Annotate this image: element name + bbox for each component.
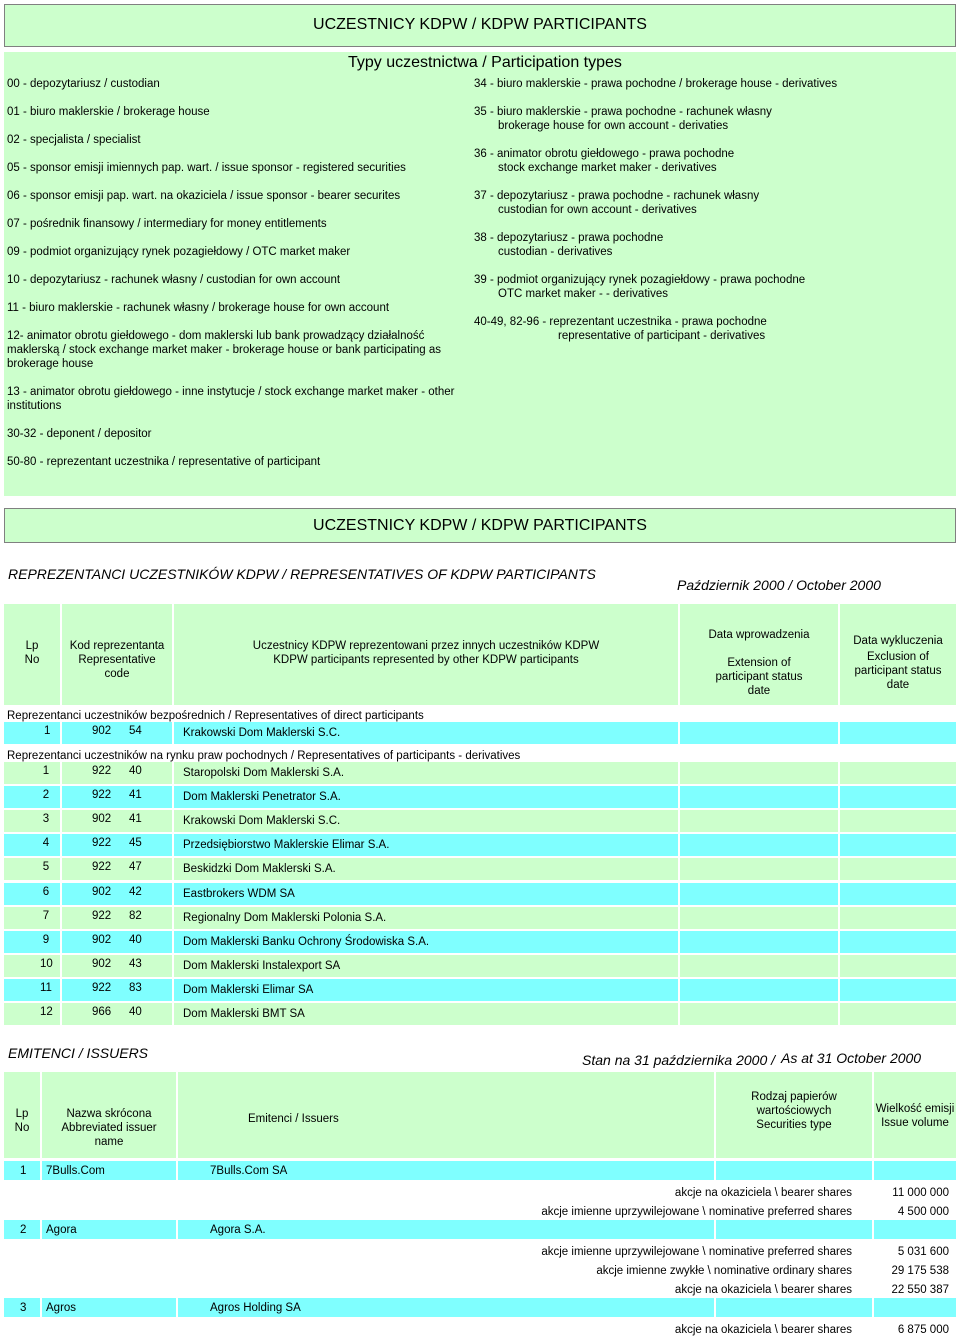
issuers-col-no-label: No bbox=[14, 1122, 30, 1134]
row-name: Przedsiębiorstwo Maklerskie Elimar S.A. bbox=[183, 839, 390, 852]
issuer-lp: 3 bbox=[20, 1302, 27, 1314]
issuers-col-issuers bbox=[178, 1072, 714, 1158]
col-no-label: No bbox=[24, 654, 40, 666]
col-code-label: Representative bbox=[78, 654, 156, 666]
row-lp: 4 bbox=[42, 837, 50, 850]
row-code-sub: 42 bbox=[129, 885, 142, 898]
page-header bbox=[4, 4, 956, 47]
issuer-row bbox=[4, 1161, 956, 1180]
security-row bbox=[4, 1261, 956, 1280]
security-type: akcje imienne uprzywilejowane \ nominative preferred shares bbox=[541, 1206, 852, 1218]
table-row bbox=[4, 931, 956, 953]
issuers-col-lp-label: Lp bbox=[15, 1108, 29, 1120]
col-header-extension bbox=[680, 604, 838, 705]
type-item-sub: OTC market maker - - derivatives bbox=[498, 288, 668, 300]
row-lp: 5 bbox=[42, 861, 50, 874]
issuer-lp: 1 bbox=[20, 1165, 27, 1177]
participation-types-panel bbox=[4, 52, 956, 496]
row-code-sub: 83 bbox=[129, 981, 142, 994]
col-header-code bbox=[62, 604, 172, 705]
row-code-sub: 40 bbox=[129, 933, 142, 946]
table-row bbox=[4, 810, 956, 832]
type-item-sub: brokerage house for own account - derivaties bbox=[498, 120, 729, 132]
table-row bbox=[4, 883, 956, 905]
issue-volume: 29 175 538 bbox=[891, 1265, 949, 1277]
issuer-row bbox=[4, 1220, 956, 1239]
type-item: 36 - animator obrotu giełdowego - prawa pochodne bbox=[474, 148, 735, 160]
col-extension-label: date bbox=[747, 685, 771, 697]
issuers-col-name bbox=[42, 1072, 176, 1158]
row-code: 902 bbox=[92, 725, 112, 737]
col-header-lp bbox=[4, 604, 60, 705]
issuer-full-name: Agora S.A. bbox=[210, 1224, 266, 1236]
issuers-col-type-label: Securities type bbox=[756, 1119, 832, 1131]
row-code: 922 bbox=[92, 981, 112, 994]
type-item-sub: custodian - derivatives bbox=[498, 246, 613, 258]
security-row bbox=[4, 1320, 956, 1339]
row-code-sub: 40 bbox=[129, 1006, 142, 1018]
issuers-col-lp bbox=[4, 1072, 40, 1158]
col-lp-label: Lp bbox=[25, 640, 39, 652]
table-row bbox=[4, 955, 956, 977]
type-item: 02 - specjalista / specialist bbox=[7, 134, 141, 146]
reps-date: Październik 2000 / October 2000 bbox=[677, 577, 881, 593]
issuers-col-volume-label: Wielkość emisji bbox=[875, 1103, 955, 1115]
type-item: 05 - sponsor emisji imiennych pap. wart. / issue sponsor - registered securities bbox=[7, 162, 406, 174]
row-code-sub: 54 bbox=[129, 725, 142, 737]
section-header-title: UCZESTNICY KDPW / KDPW PARTICIPANTS bbox=[313, 517, 647, 534]
row-code: 922 bbox=[92, 837, 112, 850]
row-lp: 3 bbox=[42, 813, 50, 826]
row-name: Dom Maklerski Elimar SA bbox=[183, 983, 314, 996]
type-item: 12- animator obrotu giełdowego - dom maklerski lub bank prowadzący działalność maklerską / stock exchange market maker - brokerage house or bank participating as brokerage house bbox=[7, 330, 442, 370]
issuer-short-name: Agora bbox=[46, 1224, 77, 1236]
issue-volume: 6 875 000 bbox=[897, 1324, 949, 1336]
security-type: akcje imienne zwykłe \ nominative ordinary shares bbox=[596, 1265, 852, 1277]
row-code: 902 bbox=[92, 885, 112, 898]
row-name: Beskidzki Dom Maklerski S.A. bbox=[183, 863, 336, 876]
security-row bbox=[4, 1242, 956, 1261]
row-code: 966 bbox=[92, 1006, 112, 1018]
type-item: 40-49, 82-96 - reprezentant uczestnika - prawa pochodne bbox=[474, 316, 767, 328]
row-code: 902 bbox=[92, 957, 112, 970]
table-row bbox=[4, 907, 956, 929]
type-item: 10 - depozytariusz - rachunek własny / custodian for own account bbox=[7, 274, 341, 286]
group-label: Reprezentanci uczestników na rynku praw pochodnych / Representatives of participants - derivatives bbox=[7, 750, 521, 762]
col-exclusion-label: date bbox=[886, 679, 910, 691]
row-name: Staropolski Dom Maklerski S.A. bbox=[183, 767, 345, 779]
row-lp: 1 bbox=[44, 725, 51, 737]
security-type: akcje imienne uprzywilejowane \ nominative preferred shares bbox=[541, 1246, 852, 1258]
type-item: 00 - depozytariusz / custodian bbox=[7, 78, 160, 90]
row-code-sub: 43 bbox=[129, 957, 142, 970]
security-row bbox=[4, 1183, 956, 1202]
type-item-sub: stock exchange market maker - derivatives bbox=[498, 162, 717, 174]
security-type: akcje na okaziciela \ bearer shares bbox=[674, 1284, 852, 1296]
issuers-col-issuers-label: Emitenci / Issuers bbox=[248, 1113, 339, 1125]
row-code-sub: 40 bbox=[129, 765, 142, 777]
col-code-label: code bbox=[104, 668, 130, 680]
row-name: Dom Maklerski Penetrator S.A. bbox=[183, 791, 341, 804]
type-item: 09 - podmiot organizujący rynek pozagiełdowy / OTC market maker bbox=[7, 246, 351, 258]
row-name: Krakowski Dom Maklerski S.C. bbox=[183, 815, 341, 828]
issue-volume: 11 000 000 bbox=[892, 1187, 949, 1199]
type-item: 50-80 - reprezentant uczestnika / representative of participant bbox=[7, 456, 321, 468]
type-item: 38 - depozytariusz - prawa pochodne bbox=[474, 232, 664, 244]
row-lp: 9 bbox=[42, 933, 50, 946]
row-name: Dom Maklerski BMT SA bbox=[183, 1008, 305, 1020]
issuers-col-volume bbox=[874, 1072, 956, 1158]
row-lp: 2 bbox=[42, 789, 50, 802]
issuers-title: EMITENCI / ISSUERS bbox=[8, 1045, 149, 1061]
issuers-col-volume-label: Issue volume bbox=[881, 1117, 949, 1129]
security-row bbox=[4, 1202, 956, 1221]
col-extension-label: participant status bbox=[715, 671, 803, 683]
row-code-sub: 41 bbox=[129, 789, 142, 802]
row-name: Dom Maklerski Banku Ochrony Środowiska S.A. bbox=[183, 935, 430, 948]
table-row bbox=[4, 786, 956, 808]
type-item: 06 - sponsor emisji pap. wart. na okaziciela / issue sponsor - bearer securites bbox=[7, 190, 401, 202]
row-code-sub: 82 bbox=[129, 909, 142, 922]
type-item: 34 - biuro maklerskie - prawa pochodne / brokerage house - derivatives bbox=[474, 78, 838, 90]
table-row bbox=[4, 979, 956, 1001]
row-code: 902 bbox=[92, 813, 112, 826]
table-row bbox=[4, 858, 956, 880]
type-item: 35 - biuro maklerskie - prawa pochodne - rachunek własny bbox=[474, 106, 772, 118]
row-code: 922 bbox=[92, 909, 112, 922]
participation-types-title: Typy uczestnictwa / Participation types bbox=[348, 54, 622, 71]
issuer-row bbox=[4, 1298, 956, 1317]
row-name: Regionalny Dom Maklerski Polonia S.A. bbox=[183, 911, 387, 924]
col-extension-label: Extension of bbox=[727, 657, 791, 669]
issuers-col-name-label: Abbreviated issuer bbox=[61, 1122, 157, 1134]
row-code: 922 bbox=[92, 789, 112, 802]
issuers-col-name-label: name bbox=[94, 1136, 124, 1148]
page-header-title: UCZESTNICY KDPW / KDPW PARTICIPANTS bbox=[313, 16, 647, 33]
type-item: 30-32 - deponent / depositor bbox=[7, 428, 152, 440]
col-exclusion-label: Exclusion of bbox=[866, 651, 929, 663]
table-row bbox=[4, 722, 956, 744]
col-participants-label: Uczestnicy KDPW reprezentowani przez innych uczestników KDPW bbox=[252, 640, 600, 652]
issuer-full-name: 7Bulls.Com SA bbox=[210, 1165, 288, 1177]
table-row bbox=[4, 762, 956, 784]
row-name: Eastbrokers WDM SA bbox=[183, 887, 295, 900]
security-row bbox=[4, 1280, 956, 1299]
col-exclusion-label: participant status bbox=[854, 665, 942, 677]
row-name: Dom Maklerski Instalexport SA bbox=[183, 959, 341, 972]
issuers-date-pl: Stan na 31 października 2000 / bbox=[582, 1052, 776, 1068]
row-code: 922 bbox=[92, 861, 112, 874]
issue-volume: 4 500 000 bbox=[897, 1206, 949, 1218]
col-header-participants bbox=[174, 604, 678, 705]
row-lp: 1 bbox=[42, 765, 50, 777]
col-participants-label: KDPW participants represented by other KDPW participants bbox=[273, 654, 579, 666]
row-lp: 7 bbox=[42, 909, 50, 922]
row-code: 902 bbox=[92, 933, 112, 946]
col-extension-label: Data wprowadzenia bbox=[708, 629, 810, 641]
issuer-short-name: 7Bulls.Com bbox=[46, 1165, 105, 1177]
type-item: 13 - animator obrotu giełdowego - inne instytucje / stock exchange market maker - other institutions bbox=[7, 386, 455, 412]
row-lp: 12 bbox=[40, 1006, 53, 1018]
row-name: Krakowski Dom Maklerski S.C. bbox=[183, 727, 341, 739]
type-item: 07 - pośrednik finansowy / intermediary for money entitlements bbox=[7, 218, 327, 230]
col-header-exclusion bbox=[840, 604, 956, 705]
table-row bbox=[4, 834, 956, 856]
type-item-sub: representative of participant - derivatives bbox=[558, 330, 766, 342]
issuers-col-type-label: Rodzaj papierów bbox=[751, 1091, 837, 1103]
row-code-sub: 45 bbox=[129, 837, 142, 850]
issue-volume: 22 550 387 bbox=[891, 1284, 949, 1296]
issuers-date-en: As at 31 October 2000 bbox=[781, 1050, 922, 1066]
issuer-full-name: Agros Holding SA bbox=[210, 1302, 301, 1314]
type-item: 11 - biuro maklerskie - rachunek własny / brokerage house for own account bbox=[7, 302, 390, 314]
row-code: 922 bbox=[92, 765, 112, 777]
issuers-col-name-label: Nazwa skrócona bbox=[66, 1108, 152, 1120]
col-code-label: Kod reprezentanta bbox=[69, 640, 165, 652]
issuers-col-type-label: wartościowych bbox=[756, 1105, 832, 1117]
section-header bbox=[4, 508, 956, 543]
row-lp: 10 bbox=[40, 957, 53, 970]
security-type: akcje na okaziciela \ bearer shares bbox=[674, 1187, 852, 1199]
type-item: 01 - biuro maklerskie / brokerage house bbox=[7, 106, 210, 118]
row-code-sub: 47 bbox=[129, 861, 142, 874]
group-label: Reprezentanci uczestników bezpośrednich / Representatives of direct participants bbox=[7, 710, 424, 722]
row-lp: 6 bbox=[42, 885, 50, 898]
issuer-lp: 2 bbox=[20, 1224, 27, 1236]
security-type: akcje na okaziciela \ bearer shares bbox=[674, 1324, 852, 1336]
issue-volume: 5 031 600 bbox=[897, 1246, 949, 1258]
reps-title: REPREZENTANCI UCZESTNIKÓW KDPW / REPRESENTATIVES OF KDPW PARTICIPANTS bbox=[8, 566, 596, 582]
type-item: 37 - depozytariusz - prawa pochodne - rachunek własny bbox=[474, 190, 760, 202]
issuer-short-name: Agros bbox=[46, 1302, 77, 1314]
table-row bbox=[4, 1003, 956, 1025]
row-lp: 11 bbox=[40, 981, 52, 994]
col-exclusion-label: Data wykluczenia bbox=[853, 635, 943, 647]
row-code-sub: 41 bbox=[129, 813, 142, 826]
type-item-sub: custodian for own account - derivatives bbox=[498, 204, 697, 216]
issuers-col-type bbox=[716, 1072, 872, 1158]
type-item: 39 - podmiot organizujący rynek pozagiełdowy - prawa pochodne bbox=[474, 274, 806, 286]
